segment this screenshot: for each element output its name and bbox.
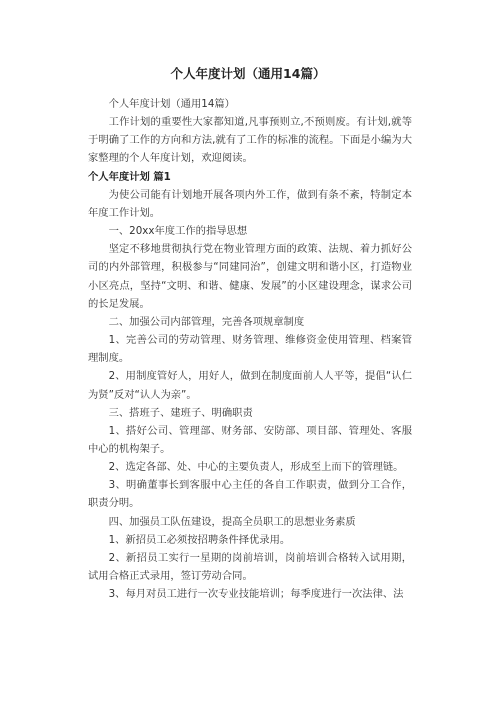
paragraph: 二、加强公司内部管理，完善各项规章制度 xyxy=(108,315,305,328)
paragraph: 个人年度计划（通用14篇） xyxy=(108,98,235,110)
paragraph: 工作计划的重要性大家都知道,凡事预则立,不预则废。有计划,就等于明确了工作的方向和方法,就有了工作的标准的流程。下面是小编为大家整理的个人年度计划，欢迎阅读。 xyxy=(88,116,412,165)
paragraph: 2、选定各部、处、中心的主要负责人，形成至上而下的管理链。 xyxy=(108,461,404,474)
paragraph: 坚定不移地贯彻执行党在物业管理方面的政策、法规、着力抓好公司的内外部管理，积极参与“同建同治”，创建文明和谐小区，打造物业小区亮点，坚持“文明、和谐、健康、发展”的小区建设理念，谋求公司的长足发展。 xyxy=(88,243,412,310)
paragraph: 1、搭好公司、管理部、财务部、安防部、项目部、管理处、客服中心的机构架子。 xyxy=(88,424,412,455)
paragraph: 四、加强员工队伍建设，提高全员职工的思想业务素质 xyxy=(108,515,356,528)
paragraph: 3、明确董事长到客服中心主任的各自工作职责，做到分工合作，职责分明。 xyxy=(88,479,412,510)
document-title: 个人年度计划（通用14篇） xyxy=(170,66,326,81)
section-heading: 个人年度计划 篇1 xyxy=(88,170,171,183)
paragraph: 1、完善公司的劳动管理、财务管理、维修资金使用管理、档案管理制度。 xyxy=(88,334,412,365)
paragraph: 为使公司能有计划地开展各项内外工作，做到有条不紊，特制定本年度工作计划。 xyxy=(88,188,412,219)
paragraph: 3、每月对员工进行一次专业技能培训；每季度进行一次法律、法 xyxy=(108,588,404,601)
paragraph: 一、20xx年度工作的指导思想 xyxy=(108,225,248,238)
paragraph: 2、用制度管好人，用好人，做到在制度面前人人平等，提倡“认仁为贤”反对“认人为亲”。 xyxy=(88,370,412,401)
paragraph: 2、新招员工实行一星期的岗前培训，岗前培训合格转入试用期，试用合格正式录用，签订劳动合同。 xyxy=(88,551,412,583)
paragraph: 1、新招员工必须按招聘条件择优录用。 xyxy=(108,533,291,546)
document-body xyxy=(88,95,412,603)
paragraph: 三、搭班子、建班子、明确职责 xyxy=(108,406,253,419)
